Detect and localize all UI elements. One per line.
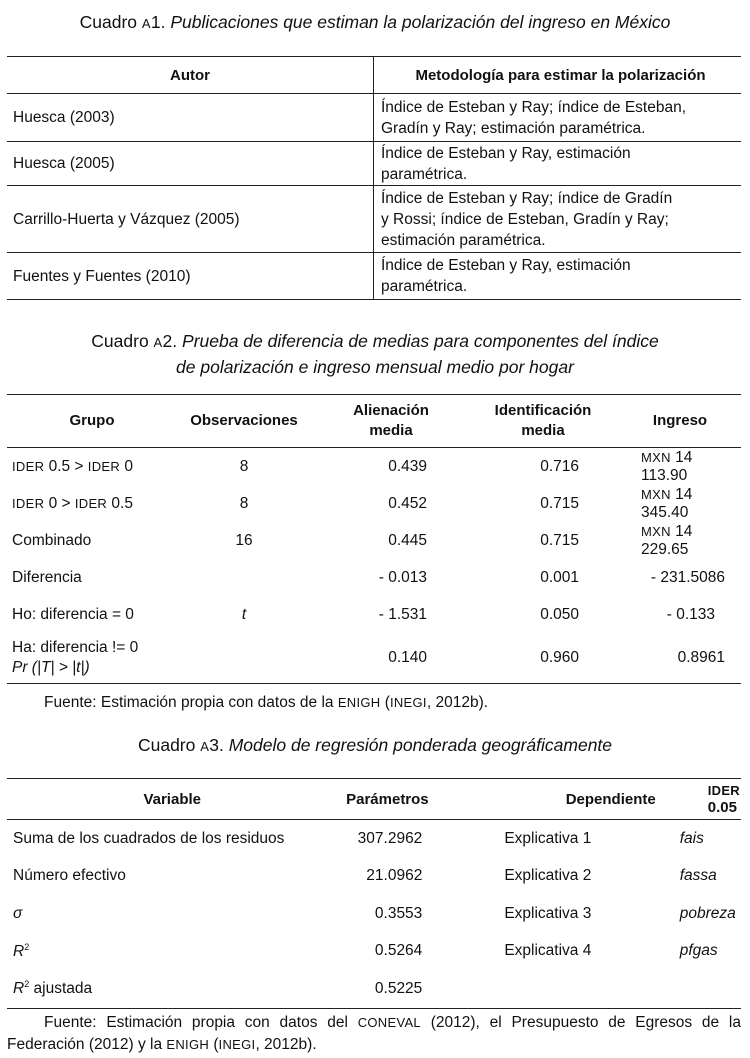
cell-dependiente: Explicativa 1 [504, 829, 592, 847]
cell-alienacion: 0.445 [388, 531, 427, 549]
table-a3 [7, 778, 741, 1009]
cell-alienacion: 0.452 [388, 494, 427, 512]
cell-parametro: 0.3553 [374, 904, 423, 922]
header-observaciones: Observaciones [173, 395, 315, 448]
cell-obs: 8 [239, 457, 249, 475]
cell-obs: 16 [235, 531, 253, 549]
cell-explicativa: pobreza [679, 904, 736, 922]
cell-grupo: IDER 0.5 > IDER 0 [12, 457, 133, 475]
cell-explicativa: fais [679, 829, 704, 847]
caption-label: Cuadro A1. [79, 12, 166, 32]
table-row [7, 94, 741, 142]
header-parametros: Parámetros [332, 779, 442, 820]
cell-alienacion: - 0.013 [378, 568, 427, 586]
table-row [7, 858, 741, 896]
header-ider: IDER 0.05 [674, 779, 741, 820]
table-row [7, 142, 741, 186]
cell-parametro: 0.5225 [374, 979, 423, 997]
cell-ingreso: - 231.5086 [650, 568, 725, 586]
caption-title-line1: Prueba de diferencia de medias para componentes del índice [182, 331, 659, 351]
table-row [7, 895, 741, 933]
cell-ingreso: MXN 14 113.90 [641, 448, 693, 484]
table-row [7, 596, 741, 633]
header-grupo: Grupo [7, 395, 173, 448]
table-row [7, 448, 741, 486]
cell-explicativa: pfgas [679, 942, 718, 960]
cell-dependiente: Explicativa 4 [504, 942, 592, 960]
cell-obs [173, 559, 315, 596]
cell-author: Huesca (2005) [7, 142, 374, 186]
caption-title-line2: de polarización e ingreso mensual medio por hogar [176, 357, 574, 377]
cell-alienacion: - 1.531 [378, 605, 427, 623]
cell-variable: σ [13, 904, 23, 922]
cell-alienacion: 0.439 [388, 457, 427, 475]
cell-method: Índice de Esteban y Ray; índice de Gradín y Rossi; índice de Esteban, Gradín y Ray; estimación paramétrica. [374, 186, 742, 253]
table-header-row [7, 57, 741, 94]
cell-identificacion: 0.050 [540, 605, 579, 623]
cell-explicativa [674, 970, 741, 1008]
cell-method: Índice de Esteban y Ray, estimación paramétrica. [381, 257, 631, 295]
header-variable: Variable [7, 779, 332, 820]
header-alienacion: Alienación media [315, 395, 467, 448]
cell-method: Índice de Esteban y Ray; índice de Esteban, Gradín y Ray; estimación paramétrica. [374, 94, 742, 142]
cell-author: Carrillo-Huerta y Vázquez (2005) [7, 186, 374, 253]
cell-alienacion: 0.140 [388, 649, 427, 666]
cell-obs: 8 [239, 494, 249, 512]
cell-obs [173, 633, 315, 684]
cell-variable: Suma de los cuadrados de los residuos [13, 829, 285, 847]
cell-ingreso: MXN 14 345.40 [641, 485, 693, 521]
cell-grupo: IDER 0 > IDER 0.5 [12, 494, 133, 512]
cell-ingreso: - 0.133 [666, 605, 715, 623]
header-autor: Autor [7, 57, 374, 94]
cell-variable: $R^2$ [13, 941, 30, 960]
table-row [7, 933, 741, 971]
cell-author: Huesca (2003) [7, 94, 374, 142]
cell-author: Fuentes y Fuentes (2010) [7, 253, 374, 300]
table-a3-caption [0, 733, 750, 759]
header-dependiente: Dependiente [442, 779, 673, 820]
header-identificacion: Identificación media [467, 395, 619, 448]
table-a2-source: Fuente: Estimación propia con datos de la ENIGH (INEGI, 2012b). [44, 694, 489, 711]
cell-variable: $R^2$ ajustada [13, 979, 93, 998]
cell-grupo: Diferencia [12, 568, 82, 586]
table-a2-caption [0, 329, 750, 379]
cell-grupo: Ho: diferencia = 0 [12, 605, 134, 623]
cell-method: Índice de Esteban y Ray, estimación paramétrica. [374, 142, 742, 186]
cell-identificacion: 0.716 [540, 457, 579, 475]
table-a3-source: Fuente: Estimación propia con datos del CONEVAL (2012), el Presupuesto de Egresos de la Federación (2012) y la ENIGH (INEGI, 2012b). [7, 1014, 741, 1053]
cell-identificacion: 0.715 [540, 531, 579, 549]
table-row [7, 559, 741, 596]
cell-parametro: 0.5264 [374, 942, 423, 960]
table-row [7, 820, 741, 858]
cell-parametro: 307.2962 [357, 829, 423, 847]
cell-ingreso: MXN 14 229.65 [641, 522, 693, 558]
caption-title: Modelo de regresión ponderada geográficamente [228, 735, 613, 755]
cell-identificacion: 0.960 [540, 649, 579, 666]
cell-identificacion: 0.001 [540, 568, 579, 586]
cell-dependiente: Explicativa 3 [504, 904, 592, 922]
table-a2 [7, 394, 741, 684]
cell-dependiente: Explicativa 2 [504, 867, 592, 885]
caption-label: Cuadro A2. [91, 331, 178, 351]
table-header-row [7, 779, 741, 820]
table-row [7, 186, 741, 253]
cell-ingreso: 0.8961 [677, 649, 725, 666]
caption-title: Publicaciones que estiman la polarización del ingreso en México [170, 12, 671, 32]
cell-grupo: Ha: diferencia != 0 Pr (|T| > |t|) [12, 639, 139, 676]
table-row [7, 485, 741, 522]
cell-obs: t [241, 605, 247, 623]
table-row [7, 970, 741, 1008]
table-header-row [7, 395, 741, 448]
cell-explicativa: fassa [679, 867, 717, 885]
cell-variable: Número efectivo [13, 867, 126, 885]
table-row [7, 633, 741, 684]
cell-grupo: Combinado [12, 531, 92, 549]
cell-parametro: 21.0962 [366, 867, 423, 885]
caption-label: Cuadro A3. [137, 735, 224, 755]
table-row [7, 522, 741, 559]
table-a1 [7, 56, 741, 300]
header-ingreso: Ingreso [619, 395, 741, 448]
table-row [7, 253, 741, 300]
cell-identificacion: 0.715 [540, 494, 579, 512]
cell-dependiente [442, 970, 673, 1008]
table-a1-caption [0, 10, 750, 36]
header-metodologia: Metodología para estimar la polarización [374, 57, 742, 94]
